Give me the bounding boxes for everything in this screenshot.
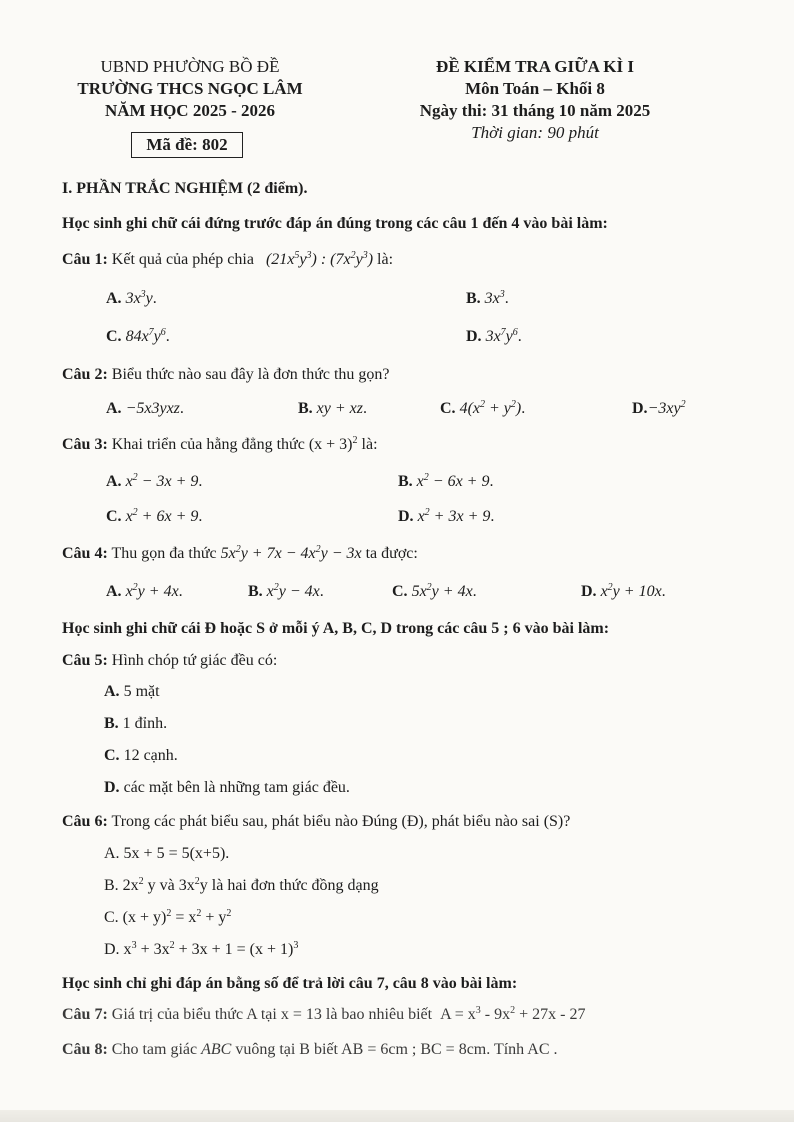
q3-label: Câu 3: (62, 436, 108, 453)
exam-duration: Thời gian: 90 phút (471, 123, 599, 142)
question-3 (62, 436, 378, 454)
q3-option-a: A. $x^2 - 3x + 9$. (106, 472, 203, 490)
instruction-3: Học sinh chỉ ghi đáp án bằng số để trả lời câu 7, câu 8 vào bài làm: (62, 975, 518, 992)
q4-suffix: ta được: (365, 545, 418, 562)
question-1 (62, 251, 393, 269)
q3-suffix: là: (361, 436, 378, 453)
q4-option-d: D. $x^2y + 10x$. (581, 582, 666, 600)
q8-rest: vuông tại B biết AB = 6cm ; BC = 8cm. Tính AC . (231, 1041, 558, 1058)
q1-option-b: B. $3x^3$. (466, 289, 509, 307)
ward-name: UBND PHƯỜNG BỒ ĐỀ (100, 57, 280, 76)
q4-option-b: B. $x^2y - 4x$. (248, 582, 324, 600)
q5-text: Hình chóp tứ giác đều có: (111, 652, 278, 669)
instruction-2: Học sinh ghi chữ cái Đ hoặc S ở mỗi ý A, B, C, D trong các câu 5 ; 6 vào bài làm: (62, 620, 610, 637)
q7-text: Giá trị của biểu thức A tại x = 13 là bao nhiêu biết (111, 1006, 433, 1023)
q2-option-d: $D.-3xy^2$ (632, 399, 686, 417)
school-header (55, 56, 325, 122)
exam-subject: Môn Toán – Khối 8 (465, 79, 605, 98)
q4-label: Câu 4: (62, 545, 108, 562)
instruction-1: Học sinh ghi chữ cái đứng trước đáp án đúng trong các câu 1 đến 4 vào bài làm: (62, 215, 608, 232)
q2-option-c: C. $4(x^2 + y^2)$. (440, 399, 526, 417)
q4-text: Thu gọn đa thức (111, 545, 217, 562)
q7-expression: $A = x^3 - 9x^2 + 27x - 27$ (440, 1005, 586, 1023)
q3-expression: $(x + 3)^2$ (308, 435, 358, 453)
section-title: I. PHẦN TRẮC NGHIỆM (2 điểm). (62, 180, 308, 197)
q3-option-d: D. $x^2 + 3x + 9$. (398, 507, 495, 525)
q8-label: Câu 8: (62, 1041, 108, 1058)
q5-option-b: B. 1 đỉnh. (104, 715, 168, 732)
exam-date: Ngày thi: 31 tháng 10 năm 2025 (419, 101, 651, 120)
question-4 (62, 545, 418, 563)
question-7 (62, 1006, 585, 1024)
q4-option-a: A. $x^2y + 4x$. (106, 582, 183, 600)
exam-code: Mã đề: 802 (131, 132, 243, 158)
q1-option-a: A. $3x^3y$. (106, 289, 157, 307)
q8-triangle: ABC (201, 1041, 232, 1058)
q2-label: Câu 2: (62, 366, 108, 383)
q1-option-c: C. $84x^7y^6$. (106, 327, 170, 345)
school-name: TRƯỜNG THCS NGỌC LÂM (77, 79, 303, 98)
q6-option-a: A. 5x + 5 = 5(x+5). (104, 845, 230, 862)
exam-title: ĐỀ KIỂM TRA GIỮA KÌ I (436, 57, 634, 76)
q6-option-d: D. $x^3 + 3x^2 + 3x + 1 = (x + 1)^3$ (104, 940, 299, 958)
q2-option-a: A. −5x3yxz. (106, 400, 184, 417)
q1-text: Kết quả của phép chia (111, 251, 254, 268)
q5-option-a: A. 5 mặt (104, 683, 160, 700)
q3-option-b: B. $x^2 - 6x + 9$. (398, 472, 494, 490)
question-8 (62, 1041, 558, 1059)
school-year: NĂM HỌC 2025 - 2026 (105, 101, 275, 120)
question-5 (62, 652, 277, 670)
q2-option-b: B. xy + xz. (298, 400, 367, 417)
q6-label: Câu 6: (62, 813, 108, 830)
exam-header (380, 56, 690, 144)
q3-text: Khai triển của hằng đẳng thức (111, 436, 305, 453)
question-2 (62, 366, 390, 384)
q5-option-d: D. các mặt bên là những tam giác đều. (104, 779, 350, 796)
q3-option-c: C. $x^2 + 6x + 9$. (106, 507, 203, 525)
q6-option-b: B. $2x^2$ y và $3x^2y$ là hai đơn thức đồng dạng (104, 876, 379, 894)
q1-suffix: là: (377, 251, 394, 268)
q2-text: Biểu thức nào sau đây là đơn thức thu gọn? (111, 366, 390, 383)
q8-text: Cho tam giác (111, 1041, 198, 1058)
q6-option-c: C. $(x + y)^2 = x^2 + y^2$ (104, 908, 232, 926)
q1-expression: $(21x^5y^3)$ : $(7x^2y^3)$ (265, 250, 374, 268)
q5-option-c: C. 12 cạnh. (104, 747, 178, 764)
q6-text: Trong các phát biểu sau, phát biểu nào Đúng (Đ), phát biểu nào sai (S)? (111, 813, 571, 830)
q4-expression: $5x^2y + 7x - 4x^2y - 3x$ (220, 544, 362, 562)
q4-option-c: C. $5x^2y + 4x$. (392, 582, 477, 600)
scan-edge (0, 1110, 794, 1122)
q7-label: Câu 7: (62, 1006, 108, 1023)
q1-label: Câu 1: (62, 251, 108, 268)
question-6 (62, 813, 570, 831)
q1-option-d: D. $3x^7y^6$. (466, 327, 522, 345)
q5-label: Câu 5: (62, 652, 108, 669)
